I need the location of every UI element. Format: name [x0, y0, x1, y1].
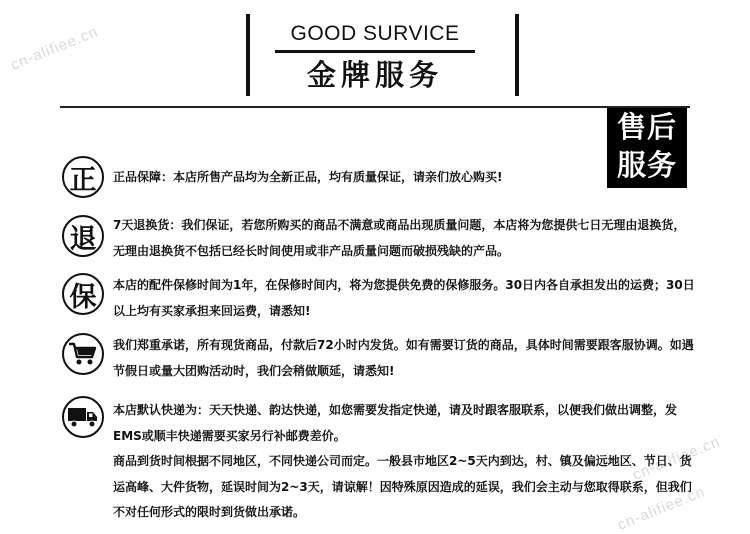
badge-line-1: 售后 [616, 110, 677, 144]
shipping-promise-text: 我们郑重承诺，所有现货商品，付款后72小时内发货。如有需要订货的商品，具体时间需要跟客服协调。如遇节假日或量大团购活动时，我们会稍做顺延，请悉知! [113, 338, 694, 378]
tui-char-icon: 退 [62, 215, 104, 257]
genuine-guarantee-text: 正品保障：本店所售产品均为全新正品，均有质量保证，请亲们放心购买! [113, 170, 503, 184]
warranty-text: 本店的配件保修时间为1年，在保修时间内，将为您提供免费的保修服务。30日内各自承担发出的运费；30日以上均有买家承担来回运费，请悉知! [113, 278, 695, 318]
header-title-en: GOOD SURVICE [290, 22, 460, 45]
watermark: cn-alifiee.cn [8, 23, 101, 74]
shopping-cart-icon [62, 333, 104, 375]
delivery-time-text: 商品到货时间根据不同地区，不同快递公司而定。一般县市地区2~5天内到达，村、镇及偏远地区、节日、货运高峰、大件货物，延误时间为2~3天，请谅解！因特殊原因造成的延误，我们会主动与您取得联系，但我们不对任何形式的限时到货做出承诺。 [113, 454, 692, 519]
bao-char-icon: 保 [62, 273, 104, 315]
watermark: cn-alifiee.cn [615, 483, 708, 534]
delivery-truck-icon [62, 396, 104, 438]
badge-line-2: 服务 [616, 148, 677, 182]
return-policy-text: 7天退换货：我们保证，若您所购买的商品不满意或商品出现质量问题，本店将为您提供七日无理由退换货，无理由退换货不包括已经长时间使用或非产品质量问题而破损残缺的产品。 [113, 218, 686, 258]
section-rule [60, 106, 690, 108]
watermark: cn-alifiee.cn [630, 433, 723, 484]
zheng-char-icon: 正 [62, 156, 104, 198]
courier-info-text: 本店默认快递为：天天快递、韵达快递，如您需要发指定快递，请及时跟客服联系，以便我们做出调整，发EMS或顺丰快递需要买家另行补邮费差价。 [113, 403, 678, 443]
header-title-cn: 金牌服务 [306, 58, 443, 92]
